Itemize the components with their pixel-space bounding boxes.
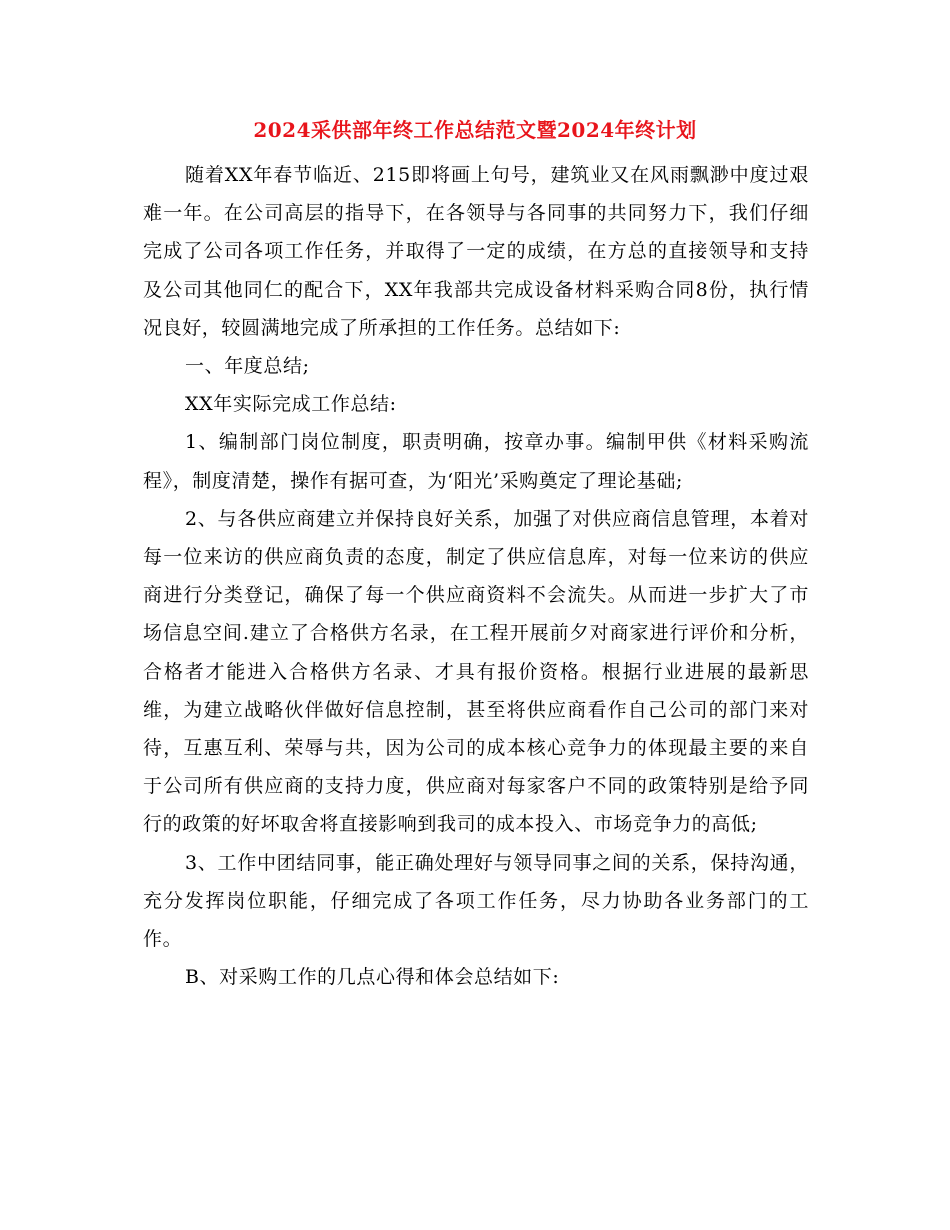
- document-body: [143, 156, 809, 996]
- document-title: 2024采供部年终工作总结范文暨2024年终计划: [253, 118, 697, 142]
- paragraph-section-heading: 一、年度总结;: [185, 355, 310, 378]
- paragraph-intro: 随着XX年春节临近、215即将画上句号，建筑业又在风雨飘渺中度过艰难一年。在公司高层的指导下，在各领导与各同事的共同努力下，我们仔细完成了公司各项工作任务，并取得了一定的成绩，在方总的直接领导和支持及公司其他同仁的配合下，XX年我部共完成设备材料采购合同8份，执行情况良好，较圆满地完成了所承担的工作任务。总结如下:: [143, 164, 809, 339]
- paragraph-item-1: 1、编制部门岗位制度，职责明确，按章办事。编制甲供《材料采购流程》，制度清楚，操作有据可查，为‘阳光’采购奠定了理论基础;: [143, 431, 809, 492]
- paragraph-subheading: XX年实际完成工作总结:: [185, 393, 397, 416]
- paragraph-item-2: 2、与各供应商建立并保持良好关系，加强了对供应商信息管理，本着对每一位来访的供应商负责的态度，制定了供应信息库，对每一位来访的供应商进行分类登记，确保了每一个供应商资料不会流失。从而进一步扩大了市场信息空间.建立了合格供方名录，在工程开展前夕对商家进行评价和分析，合格者才能进入合格供方名录、才具有报价资格。根据行业进展的最新思维，为建立战略伙伴做好信息控制，甚至将供应商看作自己公司的部门来对待，互惠互利、荣辱与共，因为公司的成本核心竞争力的体现最主要的来自于公司所有供应商的支持力度，供应商对每家客户不同的政策特别是给予同行的政策的好坏取舍将直接影响到我司的成本投入、市场竞争力的高低;: [143, 507, 809, 836]
- paragraph-item-3: 3、工作中团结同事，能正确处理好与领导同事之间的关系，保持沟通，充分发挥岗位职能，仔细完成了各项工作任务，尽力协助各业务部门的工作。: [143, 851, 809, 951]
- paragraph-section-b: B、对采购工作的几点心得和体会总结如下:: [185, 966, 560, 989]
